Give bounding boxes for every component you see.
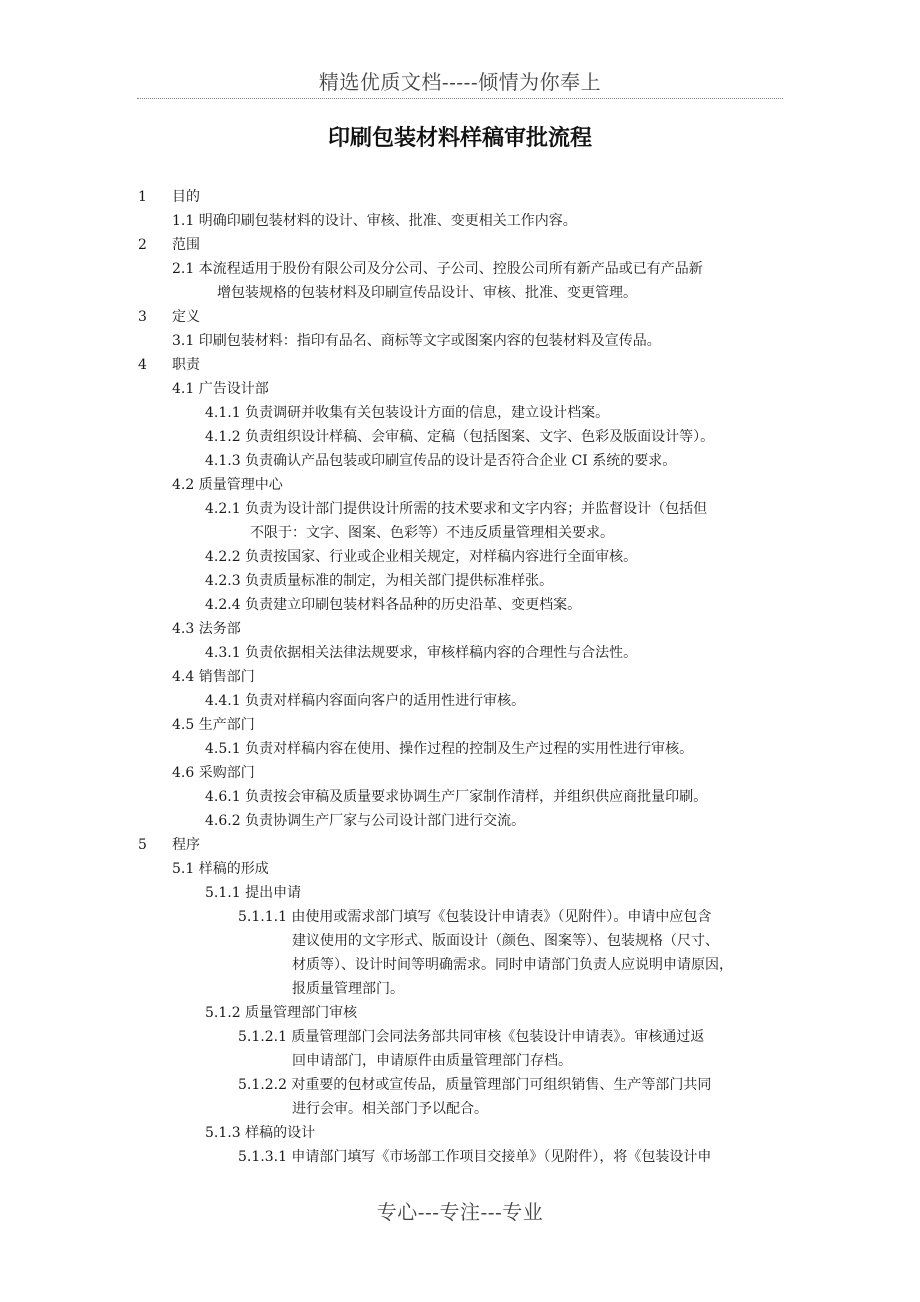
- section-label: 目的: [172, 189, 200, 205]
- clause-line: 4.1.2 负责组织设计样稿、会审稿、定稿（包括图案、文字、色彩及版面设计等）。: [205, 429, 715, 445]
- clause-line: 材质等）、设计时间等明确需求。同时申请部门负责人应说明申请原因，: [292, 957, 733, 973]
- page-header: 精选优质文档-----倾情为你奉上: [318, 70, 602, 94]
- subsection-heading: 4.2 质量管理中心: [172, 477, 283, 493]
- clause-line: 5.1.2.1 质量管理部门会同法务部共同审核《包装设计申请表》。审核通过返: [238, 1029, 705, 1045]
- clause-line: 4.3.1 负责依据相关法律法规要求，审核样稿内容的合理性与合法性。: [205, 645, 638, 661]
- clause-line: 报质量管理部门。: [292, 981, 404, 997]
- clause-line: 4.2.4 负责建立印刷包装材料各品种的历史沿革、变更档案。: [205, 597, 582, 613]
- clause-line: 4.2.2 负责按国家、行业或企业相关规定，对样稿内容进行全面审核。: [205, 549, 638, 565]
- clause-line: 4.6.2 负责协调生产厂家与公司设计部门进行交流。: [205, 813, 526, 829]
- subsection-heading: 4.5 生产部门: [172, 717, 255, 733]
- section-label: 范围: [172, 237, 200, 253]
- subsection-heading: 5.1.1 提出申请: [205, 885, 302, 901]
- clause-line: 4.1.3 负责确认产品包装或印刷宣传品的设计是否符合企业 CI 系统的要求。: [205, 453, 677, 469]
- subsection-heading: 4.3 法务部: [172, 621, 241, 637]
- clause-line: 5.1.1.1 由使用或需求部门填写《包装设计申请表》（见附件）。申请中应包含: [238, 909, 712, 925]
- section-label: 程序: [172, 837, 200, 853]
- section-number: 1: [138, 189, 147, 205]
- clause-line: 4.6.1 负责按会审稿及质量要求协调生产厂家制作清样，并组织供应商批量印刷。: [205, 789, 708, 805]
- subsection-heading: 5.1.3 样稿的设计: [205, 1125, 316, 1141]
- subsection-heading: 5.1.2 质量管理部门审核: [205, 1005, 358, 1021]
- clause-line: 建议使用的文字形式、版面设计（颜色、图案等）、包装规格（尺寸、: [292, 933, 719, 949]
- clause-line: 4.2.1 负责为设计部门提供设计所需的技术要求和文字内容；并监督设计（包括但: [205, 501, 708, 517]
- section-number: 5: [138, 837, 147, 853]
- subsection-heading: 4.4 销售部门: [172, 669, 255, 685]
- page-footer: 专心---专注---专业: [376, 1200, 544, 1224]
- clause-line: 2.1 本流程适用于股份有限公司及分公司、子公司、控股公司所有新产品或已有产品新: [172, 261, 703, 277]
- clause-line: 4.1.1 负责调研并收集有关包装设计方面的信息，建立设计档案。: [205, 405, 610, 421]
- clause-line: 4.5.1 负责对样稿内容在使用、操作过程的控制及生产过程的实用性进行审核。: [205, 741, 694, 757]
- subsection-heading: 4.6 采购部门: [172, 765, 255, 781]
- section-label: 职责: [172, 357, 200, 373]
- subsection-heading: 4.1 广告设计部: [172, 381, 269, 397]
- clause-line: 4.2.3 负责质量标准的制定，为相关部门提供标准样张。: [205, 573, 554, 589]
- section-number: 4: [138, 357, 147, 373]
- clause-line: 3.1 印刷包装材料：指印有品名、商标等文字或图案内容的包装材料及宣传品。: [172, 333, 661, 349]
- clause-line: 不限于：文字、图案、色彩等）不违反质量管理相关要求。: [250, 525, 614, 541]
- clause-line: 5.1.3.1 申请部门填写《市场部工作项目交接单》（见附件），将《包装设计申: [238, 1149, 712, 1165]
- clause-line: 1.1 明确印刷包装材料的设计、审核、批准、变更相关工作内容。: [172, 213, 577, 229]
- clause-line: 增包装规格的包装材料及印刷宣传品设计、审核、批准、变更管理。: [217, 285, 637, 301]
- clause-line: 回申请部门，申请原件由质量管理部门存档。: [292, 1053, 572, 1069]
- header-divider: [137, 98, 783, 99]
- document-title: 印刷包装材料样稿审批流程: [327, 126, 592, 151]
- subsection-heading: 5.1 样稿的形成: [172, 861, 269, 877]
- clause-line: 5.1.2.2 对重要的包材或宣传品，质量管理部门可组织销售、生产等部门共同: [238, 1077, 712, 1093]
- section-number: 3: [138, 309, 147, 325]
- section-label: 定义: [172, 309, 200, 325]
- section-number: 2: [138, 237, 147, 253]
- clause-line: 进行会审。相关部门予以配合。: [292, 1101, 488, 1117]
- clause-line: 4.4.1 负责对样稿内容面向客户的适用性进行审核。: [205, 693, 526, 709]
